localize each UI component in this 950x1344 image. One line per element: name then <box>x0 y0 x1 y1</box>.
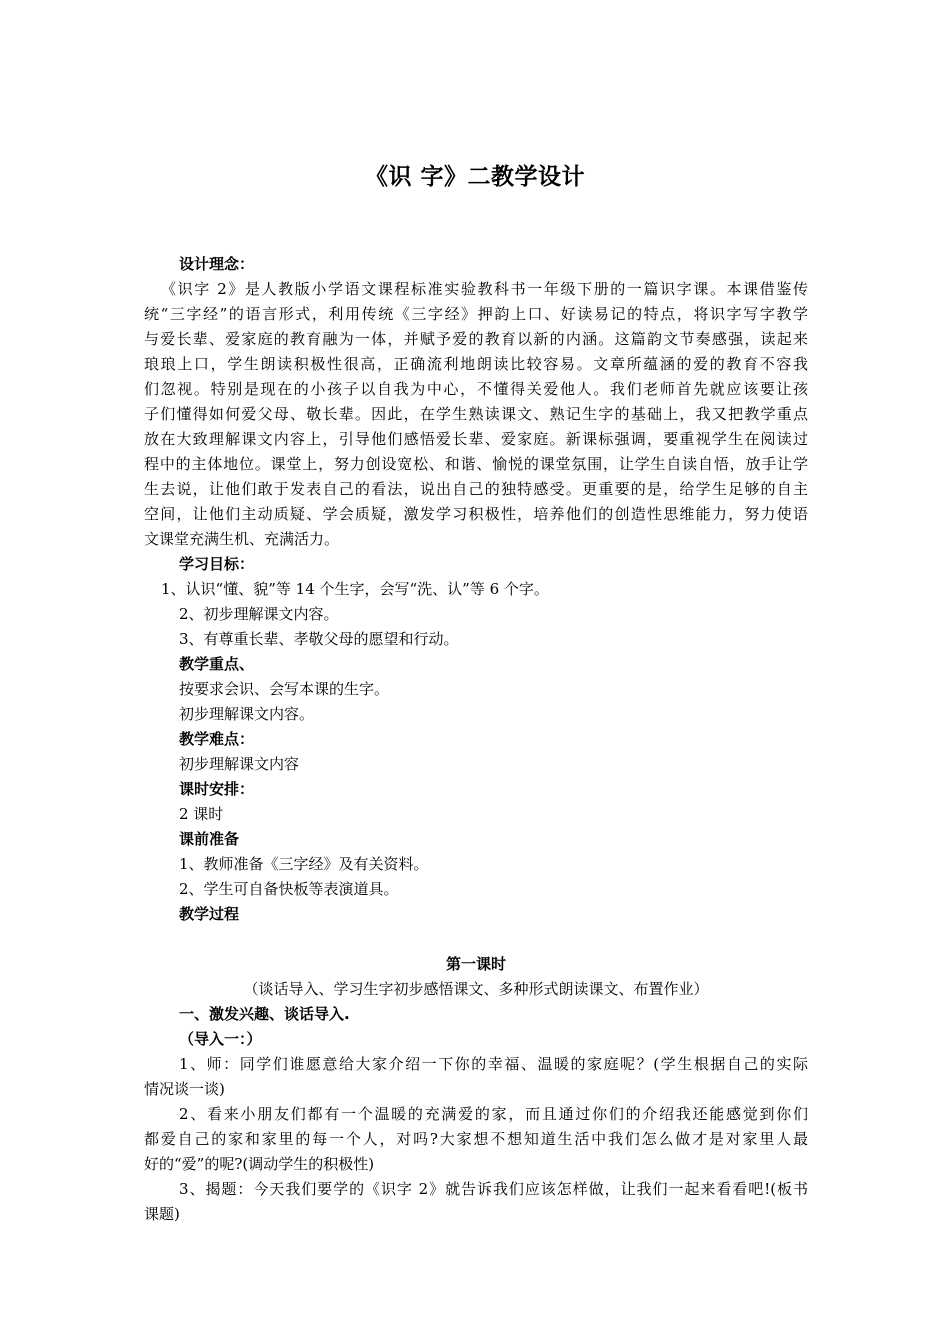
preparation-item: 2、学生可自备快板等表演道具。 <box>179 880 399 898</box>
goal-item: 2、初步理解课文内容。 <box>179 605 339 623</box>
key-point-item: 初步理解课文内容。 <box>179 705 315 723</box>
section-heading: 一、激发兴趣、谈话导入. <box>179 1005 350 1023</box>
key-points-heading: 教学重点、 <box>179 655 255 673</box>
process-heading: 教学过程 <box>179 905 240 923</box>
concept-line: 与爱长辈、爱家庭的教育融为一体，并赋予爱的教育以新的内涵。这篇韵文节奏感强，读起来 <box>144 330 808 348</box>
intro-label: （导入一：） <box>179 1030 262 1048</box>
concept-line: 琅琅上口，学生朗读积极性很高，正确流利地朗读比较容易。文章所蕴涵的爱的教育不容我 <box>144 355 808 373</box>
paragraph-line: 1、师：同学们谁愿意给大家介绍一下你的幸福、温暖的家庭呢？(学生根据自己的实际 <box>179 1055 808 1073</box>
lesson-heading: 第一课时 <box>445 955 506 973</box>
concept-line: 生去说，让他们敢于发表自己的看法，说出自己的独特感受。更重要的是，给学生足够的自主 <box>144 480 808 498</box>
goal-item: 3、有尊重长辈、孝敬父母的愿望和行动。 <box>179 630 459 648</box>
document-title: 《识 字》二教学设计 <box>364 164 585 190</box>
preparation-heading: 课前准备 <box>179 830 240 848</box>
difficulty-heading: 教学难点： <box>179 730 255 748</box>
concept-line: 空间，让他们主动质疑、学会质疑，激发学习积极性，培养他们的创造性思维能力，努力使语 <box>144 505 808 523</box>
concept-heading: 设计理念： <box>179 255 255 273</box>
schedule-heading: 课时安排： <box>179 780 255 798</box>
goals-heading: 学习目标： <box>179 555 255 573</box>
paragraph-line: 3、揭题：今天我们要学的《识字 2》就告诉我们应该怎样做，让我们一起来看看吧!(板书 <box>179 1180 808 1198</box>
concept-line: 统“三字经”的语言形式，利用传统《三字经》押韵上口、好读易记的特点，将识字写字教学 <box>144 305 808 323</box>
preparation-item: 1、教师准备《三字经》及有关资料。 <box>179 855 429 873</box>
concept-line: 文课堂充满生机、充满活力。 <box>144 530 340 548</box>
concept-line: 《识字 2》是人教版小学语文课程标准实验教科书一年级下册的一篇识字课。本课借鉴传 <box>161 280 808 298</box>
paragraph-line: 2、看来小朋友们都有一个温暖的充满爱的家，而且通过你们的介绍我还能感觉到你们 <box>179 1105 808 1123</box>
concept-line: 子们懂得如何爱父母、敬长辈。因此，在学生熟读课文、熟记生字的基础上，我又把教学重点 <box>144 405 808 423</box>
paragraph-line: 好的“爱”的呢?(调动学生的积极性) <box>144 1155 375 1173</box>
concept-line: 放在大致理解课文内容上，引导他们感悟爱长辈、爱家庭。新课标强调，要重视学生在阅读过 <box>144 430 808 448</box>
concept-line: 们忽视。特别是现在的小孩子以自我为中心，不懂得关爱他人。我们老师首先就应该要让孩 <box>144 380 808 398</box>
key-point-item: 按要求会识、会写本课的生字。 <box>179 680 390 698</box>
paragraph-line: 课题) <box>144 1205 180 1223</box>
paragraph-line: 都爱自己的家和家里的每一个人，对吗?大家想不想知道生活中我们怎么做才是对家里人最 <box>144 1130 808 1148</box>
difficulty-text: 初步理解课文内容 <box>179 755 300 773</box>
document-body <box>144 252 808 1227</box>
lesson-subtitle: （谈话导入、学习生字初步感悟课文、多种形式朗读课文、布置作业） <box>243 980 709 998</box>
schedule-text: 2 课时 <box>179 805 224 823</box>
goal-item: 1、认识“懂、貌”等 14 个生字，会写“洗、认”等 6 个字。 <box>161 580 549 598</box>
concept-line: 程中的主体地位。课堂上，努力创设宽松、和谐、愉悦的课堂氛围，让学生自读自悟，放手让学 <box>144 455 808 473</box>
paragraph-line: 情况谈一谈) <box>144 1080 225 1098</box>
